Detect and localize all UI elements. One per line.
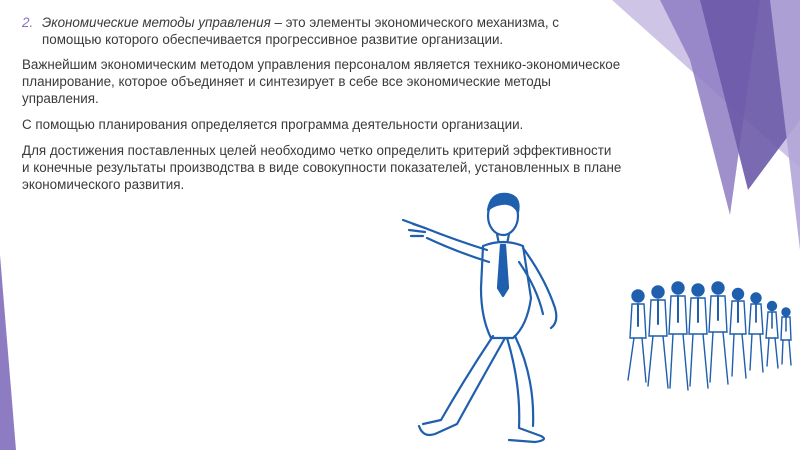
pointing-man-illustration (395, 188, 595, 448)
crowd-person (730, 289, 746, 379)
crowd-person (781, 308, 791, 365)
crowd-person (709, 282, 728, 384)
left-purple-triangle (0, 255, 16, 450)
crowd-person (766, 302, 778, 369)
numbered-item (22, 14, 622, 48)
crowd-person (648, 286, 668, 388)
text-block (22, 14, 622, 202)
crowd-person (628, 290, 646, 382)
man-tie (498, 245, 508, 296)
man-back-leg (507, 338, 544, 442)
paragraph-program: С помощью планирования определяется программа деятельности организации. (22, 117, 524, 132)
item-lead: Экономические методы управления (42, 15, 271, 30)
crowd-person (669, 282, 688, 390)
walking-crowd-illustration (624, 276, 796, 396)
paragraph-planning: Важнейшим экономическим методом управления персоналом является технико-экономическое планирование, которое объединяет и синтезирует в себе все экономические методы управления. (22, 57, 621, 106)
item-text: – это элементы экономического механизма, с помощью которого обеспечивается прогрессивное развитие организации. (42, 15, 559, 47)
paragraph-criteria: Для достижения поставленных целей необходимо четко определить критерий эффективности и конечные результаты производства в виде совокупности показателей, установленных в плане экономического развития. (22, 143, 622, 192)
crowd-person (689, 284, 708, 388)
item-number: 2. (22, 15, 34, 30)
crowd-person (749, 293, 763, 372)
